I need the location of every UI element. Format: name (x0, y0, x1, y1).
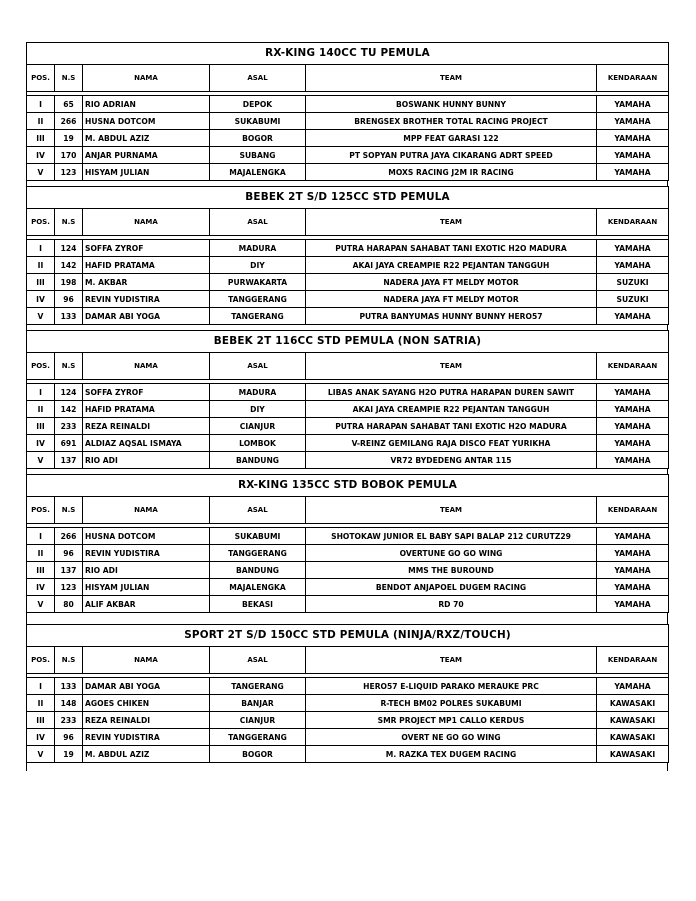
column-header-kendaraan-col: KENDARAAN (597, 209, 669, 236)
kendaraan-cell: KAWASAKI (597, 729, 669, 746)
results-table (26, 474, 669, 613)
nama-cell: DAMAR ABI YOGA (83, 678, 210, 695)
team-cell: BENDOT ANJAPOEL DUGEM RACING (306, 579, 597, 596)
team-cell: OVERT NE GO GO WING (306, 729, 597, 746)
column-header-kendaraan-col: KENDARAAN (597, 497, 669, 524)
ns-cell: 198 (55, 274, 83, 291)
table-row (27, 596, 669, 613)
team-cell: NADERA JAYA FT MELDY MOTOR (306, 291, 597, 308)
kendaraan-cell: KAWASAKI (597, 746, 669, 763)
column-header-pos-col: POS. (27, 497, 55, 524)
table-row (27, 678, 669, 695)
ns-cell: 133 (55, 678, 83, 695)
pos-cell: IV (27, 579, 55, 596)
kendaraan-cell: YAMAHA (597, 528, 669, 545)
column-header-nama-col: NAMA (83, 65, 210, 92)
pos-cell: III (27, 274, 55, 291)
ns-cell: 266 (55, 113, 83, 130)
pos-cell: V (27, 164, 55, 181)
column-header-team-col: TEAM (306, 209, 597, 236)
column-header-row (27, 647, 669, 674)
team-cell: NADERA JAYA FT MELDY MOTOR (306, 274, 597, 291)
pos-cell: IV (27, 147, 55, 164)
column-header-row (27, 353, 669, 380)
column-header-ns-col: N.S (55, 353, 83, 380)
table-row (27, 401, 669, 418)
ns-cell: 96 (55, 729, 83, 746)
nama-cell: HUSNA DOTCOM (83, 113, 210, 130)
pos-cell: II (27, 401, 55, 418)
table-row (27, 257, 669, 274)
table-row (27, 147, 669, 164)
column-header-row (27, 497, 669, 524)
asal-cell: BOGOR (210, 746, 306, 763)
team-cell: LIBAS ANAK SAYANG H2O PUTRA HARAPAN DUREN SAWIT (306, 384, 597, 401)
pos-cell: IV (27, 291, 55, 308)
ns-cell: 124 (55, 384, 83, 401)
section-title: RX-KING 135CC STD BOBOK PEMULA (27, 475, 669, 497)
table-row (27, 240, 669, 257)
asal-cell: TANGGERANG (210, 729, 306, 746)
table-row (27, 746, 669, 763)
nama-cell: DAMAR ABI YOGA (83, 308, 210, 325)
team-cell: MMS THE BUROUND (306, 562, 597, 579)
asal-cell: SUKABUMI (210, 528, 306, 545)
nama-cell: REZA REINALDI (83, 712, 210, 729)
column-header-pos-col: POS. (27, 209, 55, 236)
ns-cell: 142 (55, 257, 83, 274)
table-row (27, 164, 669, 181)
nama-cell: M. ABDUL AZIZ (83, 746, 210, 763)
nama-cell: ALDIAZ AQSAL ISMAYA (83, 435, 210, 452)
column-header-kendaraan-col: KENDARAAN (597, 353, 669, 380)
team-cell: R-TECH BM02 POLRES SUKABUMI (306, 695, 597, 712)
nama-cell: M. AKBAR (83, 274, 210, 291)
column-header-kendaraan-col: KENDARAAN (597, 65, 669, 92)
column-header-asal-col: ASAL (210, 209, 306, 236)
team-cell: RD 70 (306, 596, 597, 613)
column-header-ns-col: N.S (55, 497, 83, 524)
pos-cell: I (27, 96, 55, 113)
kendaraan-cell: YAMAHA (597, 130, 669, 147)
ns-cell: 142 (55, 401, 83, 418)
kendaraan-cell: YAMAHA (597, 401, 669, 418)
column-header-row (27, 65, 669, 92)
team-cell: AKAI JAYA CREAMPIE R22 PEJANTAN TANGGUH (306, 257, 597, 274)
kendaraan-cell: YAMAHA (597, 678, 669, 695)
pos-cell: III (27, 562, 55, 579)
column-header-ns-col: N.S (55, 647, 83, 674)
kendaraan-cell: YAMAHA (597, 308, 669, 325)
kendaraan-cell: YAMAHA (597, 257, 669, 274)
column-header-team-col: TEAM (306, 65, 597, 92)
results-table (26, 42, 669, 181)
table-row (27, 130, 669, 147)
team-cell: PUTRA HARAPAN SAHABAT TANI EXOTIC H2O MADURA (306, 240, 597, 257)
pos-cell: III (27, 418, 55, 435)
pos-cell: IV (27, 435, 55, 452)
ns-cell: 233 (55, 418, 83, 435)
team-cell: M. RAZKA TEX DUGEM RACING (306, 746, 597, 763)
results-table (26, 624, 669, 763)
column-header-asal-col: ASAL (210, 353, 306, 380)
section-title: BEBEK 2T S/D 125CC STD PEMULA (27, 187, 669, 209)
pos-cell: V (27, 746, 55, 763)
asal-cell: PURWAKARTA (210, 274, 306, 291)
pos-cell: I (27, 528, 55, 545)
asal-cell: MADURA (210, 240, 306, 257)
asal-cell: BANJAR (210, 695, 306, 712)
team-cell: BOSWANK HUNNY BUNNY (306, 96, 597, 113)
kendaraan-cell: SUZUKI (597, 274, 669, 291)
team-cell: MPP FEAT GARASI 122 (306, 130, 597, 147)
table-row (27, 562, 669, 579)
asal-cell: SUBANG (210, 147, 306, 164)
asal-cell: CIANJUR (210, 418, 306, 435)
ns-cell: 80 (55, 596, 83, 613)
results-table (26, 330, 669, 469)
section-title: RX-KING 140CC TU PEMULA (27, 43, 669, 65)
section-title: BEBEK 2T 116CC STD PEMULA (NON SATRIA) (27, 331, 669, 353)
pos-cell: V (27, 452, 55, 469)
section-separator (26, 613, 668, 624)
table-row (27, 729, 669, 746)
ns-cell: 233 (55, 712, 83, 729)
ns-cell: 170 (55, 147, 83, 164)
pos-cell: II (27, 695, 55, 712)
table-row (27, 695, 669, 712)
table-row (27, 384, 669, 401)
kendaraan-cell: YAMAHA (597, 96, 669, 113)
table-row (27, 418, 669, 435)
asal-cell: DIY (210, 401, 306, 418)
column-header-team-col: TEAM (306, 353, 597, 380)
asal-cell: BOGOR (210, 130, 306, 147)
nama-cell: HAFID PRATAMA (83, 401, 210, 418)
asal-cell: CIANJUR (210, 712, 306, 729)
ns-cell: 691 (55, 435, 83, 452)
nama-cell: REVIN YUDISTIRA (83, 291, 210, 308)
ns-cell: 124 (55, 240, 83, 257)
ns-cell: 123 (55, 579, 83, 596)
nama-cell: RIO ADI (83, 452, 210, 469)
ns-cell: 137 (55, 562, 83, 579)
asal-cell: DEPOK (210, 96, 306, 113)
asal-cell: TANGGERANG (210, 545, 306, 562)
pos-cell: II (27, 113, 55, 130)
asal-cell: TANGERANG (210, 308, 306, 325)
section-title: SPORT 2T S/D 150CC STD PEMULA (NINJA/RXZ/TOUCH) (27, 625, 669, 647)
nama-cell: HAFID PRATAMA (83, 257, 210, 274)
column-header-asal-col: ASAL (210, 65, 306, 92)
column-header-asal-col: ASAL (210, 497, 306, 524)
column-header-ns-col: N.S (55, 65, 83, 92)
column-header-row (27, 209, 669, 236)
team-cell: V-REINZ GEMILANG RAJA DISCO FEAT YURIKHA (306, 435, 597, 452)
team-cell: AKAI JAYA CREAMPIE R22 PEJANTAN TANGGUH (306, 401, 597, 418)
kendaraan-cell: YAMAHA (597, 562, 669, 579)
ns-cell: 19 (55, 130, 83, 147)
nama-cell: REZA REINALDI (83, 418, 210, 435)
ns-cell: 96 (55, 291, 83, 308)
ns-cell: 266 (55, 528, 83, 545)
table-row (27, 528, 669, 545)
table-row (27, 579, 669, 596)
kendaraan-cell: YAMAHA (597, 164, 669, 181)
asal-cell: TANGERANG (210, 678, 306, 695)
ns-cell: 96 (55, 545, 83, 562)
table-row (27, 113, 669, 130)
kendaraan-cell: YAMAHA (597, 384, 669, 401)
nama-cell: REVIN YUDISTIRA (83, 729, 210, 746)
pos-cell: II (27, 545, 55, 562)
column-header-ns-col: N.S (55, 209, 83, 236)
nama-cell: RIO ADRIAN (83, 96, 210, 113)
column-header-nama-col: NAMA (83, 647, 210, 674)
pos-cell: III (27, 712, 55, 729)
team-cell: PUTRA BANYUMAS HUNNY BUNNY HERO57 (306, 308, 597, 325)
column-header-nama-col: NAMA (83, 497, 210, 524)
column-header-pos-col: POS. (27, 65, 55, 92)
nama-cell: HISYAM JULIAN (83, 579, 210, 596)
ns-cell: 137 (55, 452, 83, 469)
asal-cell: SUKABUMI (210, 113, 306, 130)
pos-cell: III (27, 130, 55, 147)
table-row (27, 545, 669, 562)
asal-cell: MADURA (210, 384, 306, 401)
ns-cell: 123 (55, 164, 83, 181)
kendaraan-cell: YAMAHA (597, 596, 669, 613)
team-cell: BRENGSEX BROTHER TOTAL RACING PROJECT (306, 113, 597, 130)
kendaraan-cell: YAMAHA (597, 452, 669, 469)
nama-cell: AGOES CHIKEN (83, 695, 210, 712)
asal-cell: MAJALENGKA (210, 164, 306, 181)
kendaraan-cell: YAMAHA (597, 545, 669, 562)
asal-cell: BANDUNG (210, 452, 306, 469)
results-sheet (26, 42, 668, 771)
column-header-team-col: TEAM (306, 647, 597, 674)
column-header-kendaraan-col: KENDARAAN (597, 647, 669, 674)
kendaraan-cell: KAWASAKI (597, 712, 669, 729)
column-header-nama-col: NAMA (83, 209, 210, 236)
pos-cell: V (27, 596, 55, 613)
kendaraan-cell: YAMAHA (597, 240, 669, 257)
ns-cell: 19 (55, 746, 83, 763)
asal-cell: DIY (210, 257, 306, 274)
kendaraan-cell: SUZUKI (597, 291, 669, 308)
table-row (27, 96, 669, 113)
pos-cell: IV (27, 729, 55, 746)
table-row (27, 712, 669, 729)
nama-cell: HISYAM JULIAN (83, 164, 210, 181)
nama-cell: SOFFA ZYROF (83, 240, 210, 257)
nama-cell: M. ABDUL AZIZ (83, 130, 210, 147)
pos-cell: V (27, 308, 55, 325)
ns-cell: 133 (55, 308, 83, 325)
asal-cell: LOMBOK (210, 435, 306, 452)
nama-cell: HUSNA DOTCOM (83, 528, 210, 545)
table-row (27, 291, 669, 308)
asal-cell: BANDUNG (210, 562, 306, 579)
team-cell: MOXS RACING J2M IR RACING (306, 164, 597, 181)
table-row (27, 274, 669, 291)
team-cell: OVERTUNE GO GO WING (306, 545, 597, 562)
nama-cell: ANJAR PURNAMA (83, 147, 210, 164)
kendaraan-cell: YAMAHA (597, 113, 669, 130)
team-cell: PT SOPYAN PUTRA JAYA CIKARANG ADRT SPEED (306, 147, 597, 164)
results-table (26, 186, 669, 325)
asal-cell: TANGGERANG (210, 291, 306, 308)
ns-cell: 65 (55, 96, 83, 113)
table-row (27, 452, 669, 469)
table-row (27, 435, 669, 452)
team-cell: PUTRA HARAPAN SAHABAT TANI EXOTIC H2O MADURA (306, 418, 597, 435)
column-header-nama-col: NAMA (83, 353, 210, 380)
pos-cell: II (27, 257, 55, 274)
kendaraan-cell: YAMAHA (597, 147, 669, 164)
pos-cell: I (27, 240, 55, 257)
kendaraan-cell: KAWASAKI (597, 695, 669, 712)
kendaraan-cell: YAMAHA (597, 435, 669, 452)
asal-cell: MAJALENGKA (210, 579, 306, 596)
sheet-tail (26, 763, 668, 771)
team-cell: HERO57 E-LIQUID PARAKO MERAUKE PRC (306, 678, 597, 695)
team-cell: SMR PROJECT MP1 CALLO KERDUS (306, 712, 597, 729)
kendaraan-cell: YAMAHA (597, 579, 669, 596)
pos-cell: I (27, 384, 55, 401)
pos-cell: I (27, 678, 55, 695)
column-header-pos-col: POS. (27, 647, 55, 674)
kendaraan-cell: YAMAHA (597, 418, 669, 435)
team-cell: VR72 BYDEDENG ANTAR 115 (306, 452, 597, 469)
column-header-team-col: TEAM (306, 497, 597, 524)
table-row (27, 308, 669, 325)
column-header-pos-col: POS. (27, 353, 55, 380)
ns-cell: 148 (55, 695, 83, 712)
team-cell: SHOTOKAW JUNIOR EL BABY SAPI BALAP 212 CURUTZ29 (306, 528, 597, 545)
nama-cell: ALIF AKBAR (83, 596, 210, 613)
nama-cell: REVIN YUDISTIRA (83, 545, 210, 562)
column-header-asal-col: ASAL (210, 647, 306, 674)
nama-cell: SOFFA ZYROF (83, 384, 210, 401)
asal-cell: BEKASI (210, 596, 306, 613)
nama-cell: RIO ADI (83, 562, 210, 579)
